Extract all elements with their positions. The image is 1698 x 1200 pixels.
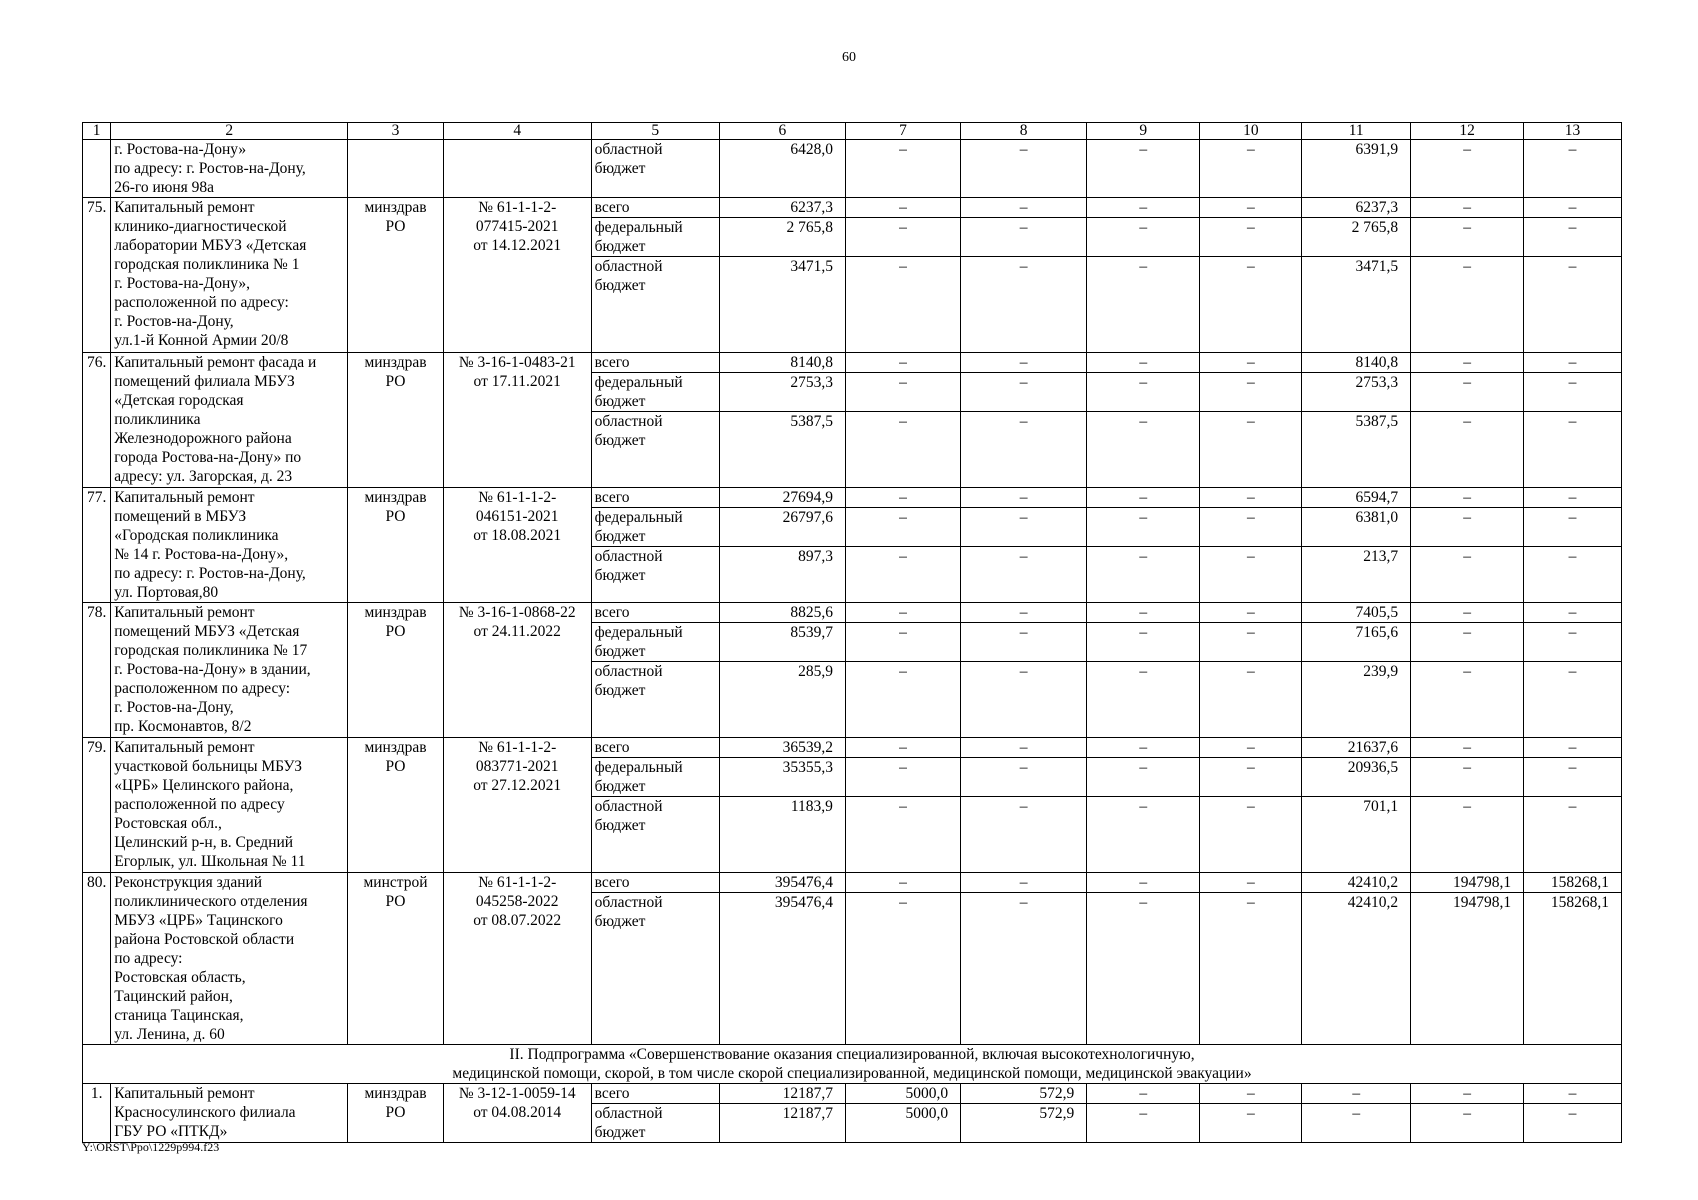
- agency: минздрав РО: [348, 738, 444, 873]
- value-col7: –: [845, 547, 960, 603]
- value-col8: 572,9: [961, 1084, 1087, 1104]
- value-col12: –: [1411, 257, 1524, 353]
- value-col12: –: [1411, 218, 1524, 257]
- value-col9: –: [1087, 1104, 1200, 1143]
- value-col13: –: [1524, 353, 1622, 373]
- value-col12: –: [1411, 412, 1524, 488]
- object-description: Капитальный ремонт фасада и помещений филиала МБУЗ «Детская городская поликлиника Железнодорожного района города Ростова-на-Дону» по адресу: ул. Загорская, д. 23: [111, 353, 348, 488]
- value-col10: –: [1200, 353, 1302, 373]
- funding-source: федеральный бюджет: [591, 758, 719, 797]
- funding-source: всего: [591, 873, 719, 893]
- value-col8: –: [961, 603, 1087, 623]
- value-col11: 6391,9: [1302, 140, 1411, 198]
- value-col10: –: [1200, 662, 1302, 738]
- value-col7: –: [845, 412, 960, 488]
- col-header: 8: [961, 123, 1087, 140]
- value-col10: –: [1200, 1104, 1302, 1143]
- col-header: 11: [1302, 123, 1411, 140]
- funding-source: федеральный бюджет: [591, 373, 719, 412]
- value-col7: –: [845, 893, 960, 1045]
- object-description: Капитальный ремонт клинико-диагностической лаборатории МБУЗ «Детская городская поликлиника № 1 г. Ростова-на-Дону», расположенной по адресу: г. Ростов-на-Дону, ул.1-й Конной Армии 20/8: [111, 198, 348, 353]
- row-number: 80.: [83, 873, 111, 1045]
- value-col11: 701,1: [1302, 797, 1411, 873]
- value-col12: –: [1411, 140, 1524, 198]
- value-col12: –: [1411, 373, 1524, 412]
- value-col9: –: [1087, 412, 1200, 488]
- value-col10: –: [1200, 603, 1302, 623]
- funding-source: всего: [591, 1084, 719, 1104]
- value-col8: –: [961, 218, 1087, 257]
- funding-source: областной бюджет: [591, 662, 719, 738]
- value-col12: –: [1411, 547, 1524, 603]
- funding-source: всего: [591, 738, 719, 758]
- value-col10: –: [1200, 488, 1302, 508]
- value-col11: 2753,3: [1302, 373, 1411, 412]
- value-col12: –: [1411, 1104, 1524, 1143]
- document: № 61-1-1-2- 046151-2021 от 18.08.2021: [443, 488, 591, 603]
- value-col13: –: [1524, 140, 1622, 198]
- value-col13: –: [1524, 603, 1622, 623]
- page-number: 60: [842, 50, 856, 65]
- funding-source: областной бюджет: [591, 140, 719, 198]
- value-col9: –: [1087, 547, 1200, 603]
- value-col12: –: [1411, 662, 1524, 738]
- col-header: 3: [348, 123, 444, 140]
- value-col8: –: [961, 412, 1087, 488]
- funding-source: областной бюджет: [591, 1104, 719, 1143]
- value-col13: –: [1524, 623, 1622, 662]
- value-col8: –: [961, 662, 1087, 738]
- agency: минздрав РО: [348, 198, 444, 353]
- value-col9: –: [1087, 198, 1200, 218]
- value-col10: –: [1200, 1084, 1302, 1104]
- value-col7: –: [845, 662, 960, 738]
- value-col13: –: [1524, 662, 1622, 738]
- value-col8: –: [961, 353, 1087, 373]
- value-col6: 1183,9: [719, 797, 845, 873]
- value-col7: –: [845, 797, 960, 873]
- value-col10: –: [1200, 547, 1302, 603]
- value-col11: –: [1302, 1104, 1411, 1143]
- value-col6: 26797,6: [719, 508, 845, 547]
- value-col8: –: [961, 797, 1087, 873]
- value-col9: –: [1087, 603, 1200, 623]
- value-col9: –: [1087, 218, 1200, 257]
- value-col11: 6237,3: [1302, 198, 1411, 218]
- col-header: 12: [1411, 123, 1524, 140]
- value-col6: 395476,4: [719, 873, 845, 893]
- value-col11: 239,9: [1302, 662, 1411, 738]
- value-col10: –: [1200, 412, 1302, 488]
- value-col9: –: [1087, 662, 1200, 738]
- col-header: 9: [1087, 123, 1200, 140]
- value-col9: –: [1087, 353, 1200, 373]
- funding-source: всего: [591, 198, 719, 218]
- value-col8: –: [961, 198, 1087, 218]
- value-col6: 8539,7: [719, 623, 845, 662]
- value-col11: –: [1302, 1084, 1411, 1104]
- value-col12: –: [1411, 1084, 1524, 1104]
- value-col11: 6594,7: [1302, 488, 1411, 508]
- value-col10: –: [1200, 797, 1302, 873]
- value-col10: –: [1200, 873, 1302, 893]
- value-col13: 158268,1: [1524, 893, 1622, 1045]
- value-col7: –: [845, 257, 960, 353]
- value-col8: –: [961, 893, 1087, 1045]
- value-col11: 21637,6: [1302, 738, 1411, 758]
- value-col7: –: [845, 353, 960, 373]
- value-col8: –: [961, 873, 1087, 893]
- value-col13: –: [1524, 257, 1622, 353]
- value-col10: –: [1200, 257, 1302, 353]
- table-row: [83, 873, 1622, 893]
- value-col7: –: [845, 218, 960, 257]
- agency: минздрав РО: [348, 603, 444, 738]
- value-col13: 158268,1: [1524, 873, 1622, 893]
- value-col8: –: [961, 373, 1087, 412]
- funding-source: областной бюджет: [591, 412, 719, 488]
- value-col8: –: [961, 738, 1087, 758]
- row-number: 75.: [83, 198, 111, 353]
- col-header: 13: [1524, 123, 1622, 140]
- value-col6: 27694,9: [719, 488, 845, 508]
- value-col11: 42410,2: [1302, 893, 1411, 1045]
- value-col6: 6237,3: [719, 198, 845, 218]
- value-col6: 2753,3: [719, 373, 845, 412]
- value-col8: 572,9: [961, 1104, 1087, 1143]
- value-col7: –: [845, 758, 960, 797]
- value-col9: –: [1087, 1084, 1200, 1104]
- col-header: 4: [443, 123, 591, 140]
- value-col6: 6428,0: [719, 140, 845, 198]
- value-col12: –: [1411, 797, 1524, 873]
- value-col10: –: [1200, 198, 1302, 218]
- header-row: [83, 123, 1622, 140]
- value-col11: 5387,5: [1302, 412, 1411, 488]
- value-col13: –: [1524, 373, 1622, 412]
- value-col13: –: [1524, 1104, 1622, 1143]
- value-col7: –: [845, 738, 960, 758]
- value-col11: 6381,0: [1302, 508, 1411, 547]
- table-row: [83, 603, 1622, 623]
- row-number: 76.: [83, 353, 111, 488]
- object-description: Реконструкция зданий поликлинического отделения МБУЗ «ЦРБ» Тацинского района Ростовской области по адресу: Ростовская область, Тацинский район, станица Тацинская, ул. Ленина, д. 60: [111, 873, 348, 1045]
- value-col12: –: [1411, 623, 1524, 662]
- value-col8: –: [961, 623, 1087, 662]
- value-col7: –: [845, 603, 960, 623]
- value-col7: –: [845, 198, 960, 218]
- value-col8: –: [961, 758, 1087, 797]
- value-col13: –: [1524, 198, 1622, 218]
- section-heading-row: [83, 1045, 1622, 1084]
- agency: минздрав РО: [348, 488, 444, 603]
- funding-source: федеральный бюджет: [591, 508, 719, 547]
- funding-source: областной бюджет: [591, 547, 719, 603]
- value-col6: 8140,8: [719, 353, 845, 373]
- value-col11: 8140,8: [1302, 353, 1411, 373]
- value-col9: –: [1087, 738, 1200, 758]
- document: № 3-16-1-0483-21 от 17.11.2021: [443, 353, 591, 488]
- value-col10: –: [1200, 508, 1302, 547]
- agency: минстрой РО: [348, 873, 444, 1045]
- col-header: 1: [83, 123, 111, 140]
- document: № 61-1-1-2- 077415-2021 от 14.12.2021: [443, 198, 591, 353]
- value-col13: –: [1524, 508, 1622, 547]
- value-col6: 12187,7: [719, 1104, 845, 1143]
- object-description: г. Ростова-на-Дону» по адресу: г. Ростов-на-Дону, 26-го июня 98а: [111, 140, 348, 198]
- value-col13: –: [1524, 412, 1622, 488]
- row-number: 1.: [83, 1084, 111, 1143]
- value-col9: –: [1087, 140, 1200, 198]
- value-col10: –: [1200, 893, 1302, 1045]
- value-col7: –: [845, 623, 960, 662]
- object-description: Капитальный ремонт помещений МБУЗ «Детская городская поликлиника № 17 г. Ростова-на-Дону» в здании, расположенном по адресу: г. Ростов-на-Дону, пр. Космонавтов, 8/2: [111, 603, 348, 738]
- value-col8: –: [961, 508, 1087, 547]
- value-col11: 2 765,8: [1302, 218, 1411, 257]
- value-col13: –: [1524, 738, 1622, 758]
- value-col6: 35355,3: [719, 758, 845, 797]
- value-col12: –: [1411, 508, 1524, 547]
- value-col13: –: [1524, 797, 1622, 873]
- value-col9: –: [1087, 758, 1200, 797]
- value-col7: –: [845, 373, 960, 412]
- value-col6: 285,9: [719, 662, 845, 738]
- value-col8: –: [961, 488, 1087, 508]
- value-col13: –: [1524, 218, 1622, 257]
- table-row: [83, 353, 1622, 373]
- row-number: [83, 140, 111, 198]
- document: № 3-12-1-0059-14 от 04.08.2014: [443, 1084, 591, 1143]
- value-col7: –: [845, 873, 960, 893]
- value-col7: –: [845, 508, 960, 547]
- table-row: [83, 738, 1622, 758]
- col-header: 2: [111, 123, 348, 140]
- value-col6: 8825,6: [719, 603, 845, 623]
- value-col12: 194798,1: [1411, 873, 1524, 893]
- section-heading: II. Подпрограмма «Совершенствование оказания специализированной, включая высокотехнологичную, медицинской помощи, скорой, в том числе скорой специализированной, медицинской помощи, медицинской эвакуации»: [83, 1045, 1622, 1084]
- value-col9: –: [1087, 508, 1200, 547]
- value-col12: –: [1411, 758, 1524, 797]
- funding-source: всего: [591, 603, 719, 623]
- value-col13: –: [1524, 1084, 1622, 1104]
- value-col9: –: [1087, 873, 1200, 893]
- value-col11: 7165,6: [1302, 623, 1411, 662]
- value-col12: 194798,1: [1411, 893, 1524, 1045]
- value-col6: 3471,5: [719, 257, 845, 353]
- table-row: [83, 198, 1622, 218]
- agency: минздрав РО: [348, 353, 444, 488]
- value-col10: –: [1200, 758, 1302, 797]
- value-col6: 395476,4: [719, 893, 845, 1045]
- col-header: 10: [1200, 123, 1302, 140]
- value-col11: 42410,2: [1302, 873, 1411, 893]
- funding-source: областной бюджет: [591, 797, 719, 873]
- value-col7: –: [845, 488, 960, 508]
- col-header: 5: [591, 123, 719, 140]
- value-col13: –: [1524, 488, 1622, 508]
- value-col13: –: [1524, 547, 1622, 603]
- funding-source: всего: [591, 353, 719, 373]
- object-description: Капитальный ремонт Красносулинского филиала ГБУ РО «ПТКД»: [111, 1084, 348, 1143]
- value-col13: –: [1524, 758, 1622, 797]
- value-col11: 7405,5: [1302, 603, 1411, 623]
- object-description: Капитальный ремонт помещений в МБУЗ «Городская поликлиника № 14 г. Ростова-на-Дону», по адресу: г. Ростов-на-Дону, ул. Портовая,80: [111, 488, 348, 603]
- row-number: 79.: [83, 738, 111, 873]
- value-col6: 2 765,8: [719, 218, 845, 257]
- value-col6: 36539,2: [719, 738, 845, 758]
- value-col10: –: [1200, 140, 1302, 198]
- funding-source: федеральный бюджет: [591, 218, 719, 257]
- table-row: [83, 1084, 1622, 1104]
- value-col9: –: [1087, 373, 1200, 412]
- value-col11: 20936,5: [1302, 758, 1411, 797]
- document: № 3-16-1-0868-22 от 24.11.2022: [443, 603, 591, 738]
- value-col6: 5387,5: [719, 412, 845, 488]
- value-col9: –: [1087, 797, 1200, 873]
- value-col9: –: [1087, 488, 1200, 508]
- row-number: 77.: [83, 488, 111, 603]
- funding-source: федеральный бюджет: [591, 623, 719, 662]
- value-col12: –: [1411, 738, 1524, 758]
- funding-source: областной бюджет: [591, 893, 719, 1045]
- value-col8: –: [961, 257, 1087, 353]
- funding-source: областной бюджет: [591, 257, 719, 353]
- table-row: [83, 488, 1622, 508]
- document: [443, 140, 591, 198]
- value-col9: –: [1087, 893, 1200, 1045]
- agency: минздрав РО: [348, 1084, 444, 1143]
- row-number: 78.: [83, 603, 111, 738]
- value-col11: 213,7: [1302, 547, 1411, 603]
- value-col6: 897,3: [719, 547, 845, 603]
- object-description: Капитальный ремонт участковой больницы МБУЗ «ЦРБ» Целинского района, расположенной по адресу Ростовская обл., Целинский р-н, в. Средний Егорлык, ул. Школьная № 11: [111, 738, 348, 873]
- value-col7: –: [845, 140, 960, 198]
- document: № 61-1-1-2- 045258-2022 от 08.07.2022: [443, 873, 591, 1045]
- value-col11: 3471,5: [1302, 257, 1411, 353]
- value-col12: –: [1411, 603, 1524, 623]
- budget-table: [82, 122, 1622, 1143]
- value-col12: –: [1411, 198, 1524, 218]
- value-col6: 12187,7: [719, 1084, 845, 1104]
- value-col7: 5000,0: [845, 1084, 960, 1104]
- value-col12: –: [1411, 488, 1524, 508]
- table-row: [83, 140, 1622, 198]
- agency: [348, 140, 444, 198]
- value-col9: –: [1087, 257, 1200, 353]
- value-col10: –: [1200, 738, 1302, 758]
- value-col7: 5000,0: [845, 1104, 960, 1143]
- document: № 61-1-1-2- 083771-2021 от 27.12.2021: [443, 738, 591, 873]
- value-col8: –: [961, 547, 1087, 603]
- value-col10: –: [1200, 373, 1302, 412]
- value-col10: –: [1200, 623, 1302, 662]
- value-col9: –: [1087, 623, 1200, 662]
- value-col12: –: [1411, 353, 1524, 373]
- file-path-footer: Y:\ORST\Ppo\1229p994.f23: [82, 1140, 220, 1154]
- value-col8: –: [961, 140, 1087, 198]
- col-header: 7: [845, 123, 960, 140]
- value-col10: –: [1200, 218, 1302, 257]
- col-header: 6: [719, 123, 845, 140]
- funding-source: всего: [591, 488, 719, 508]
